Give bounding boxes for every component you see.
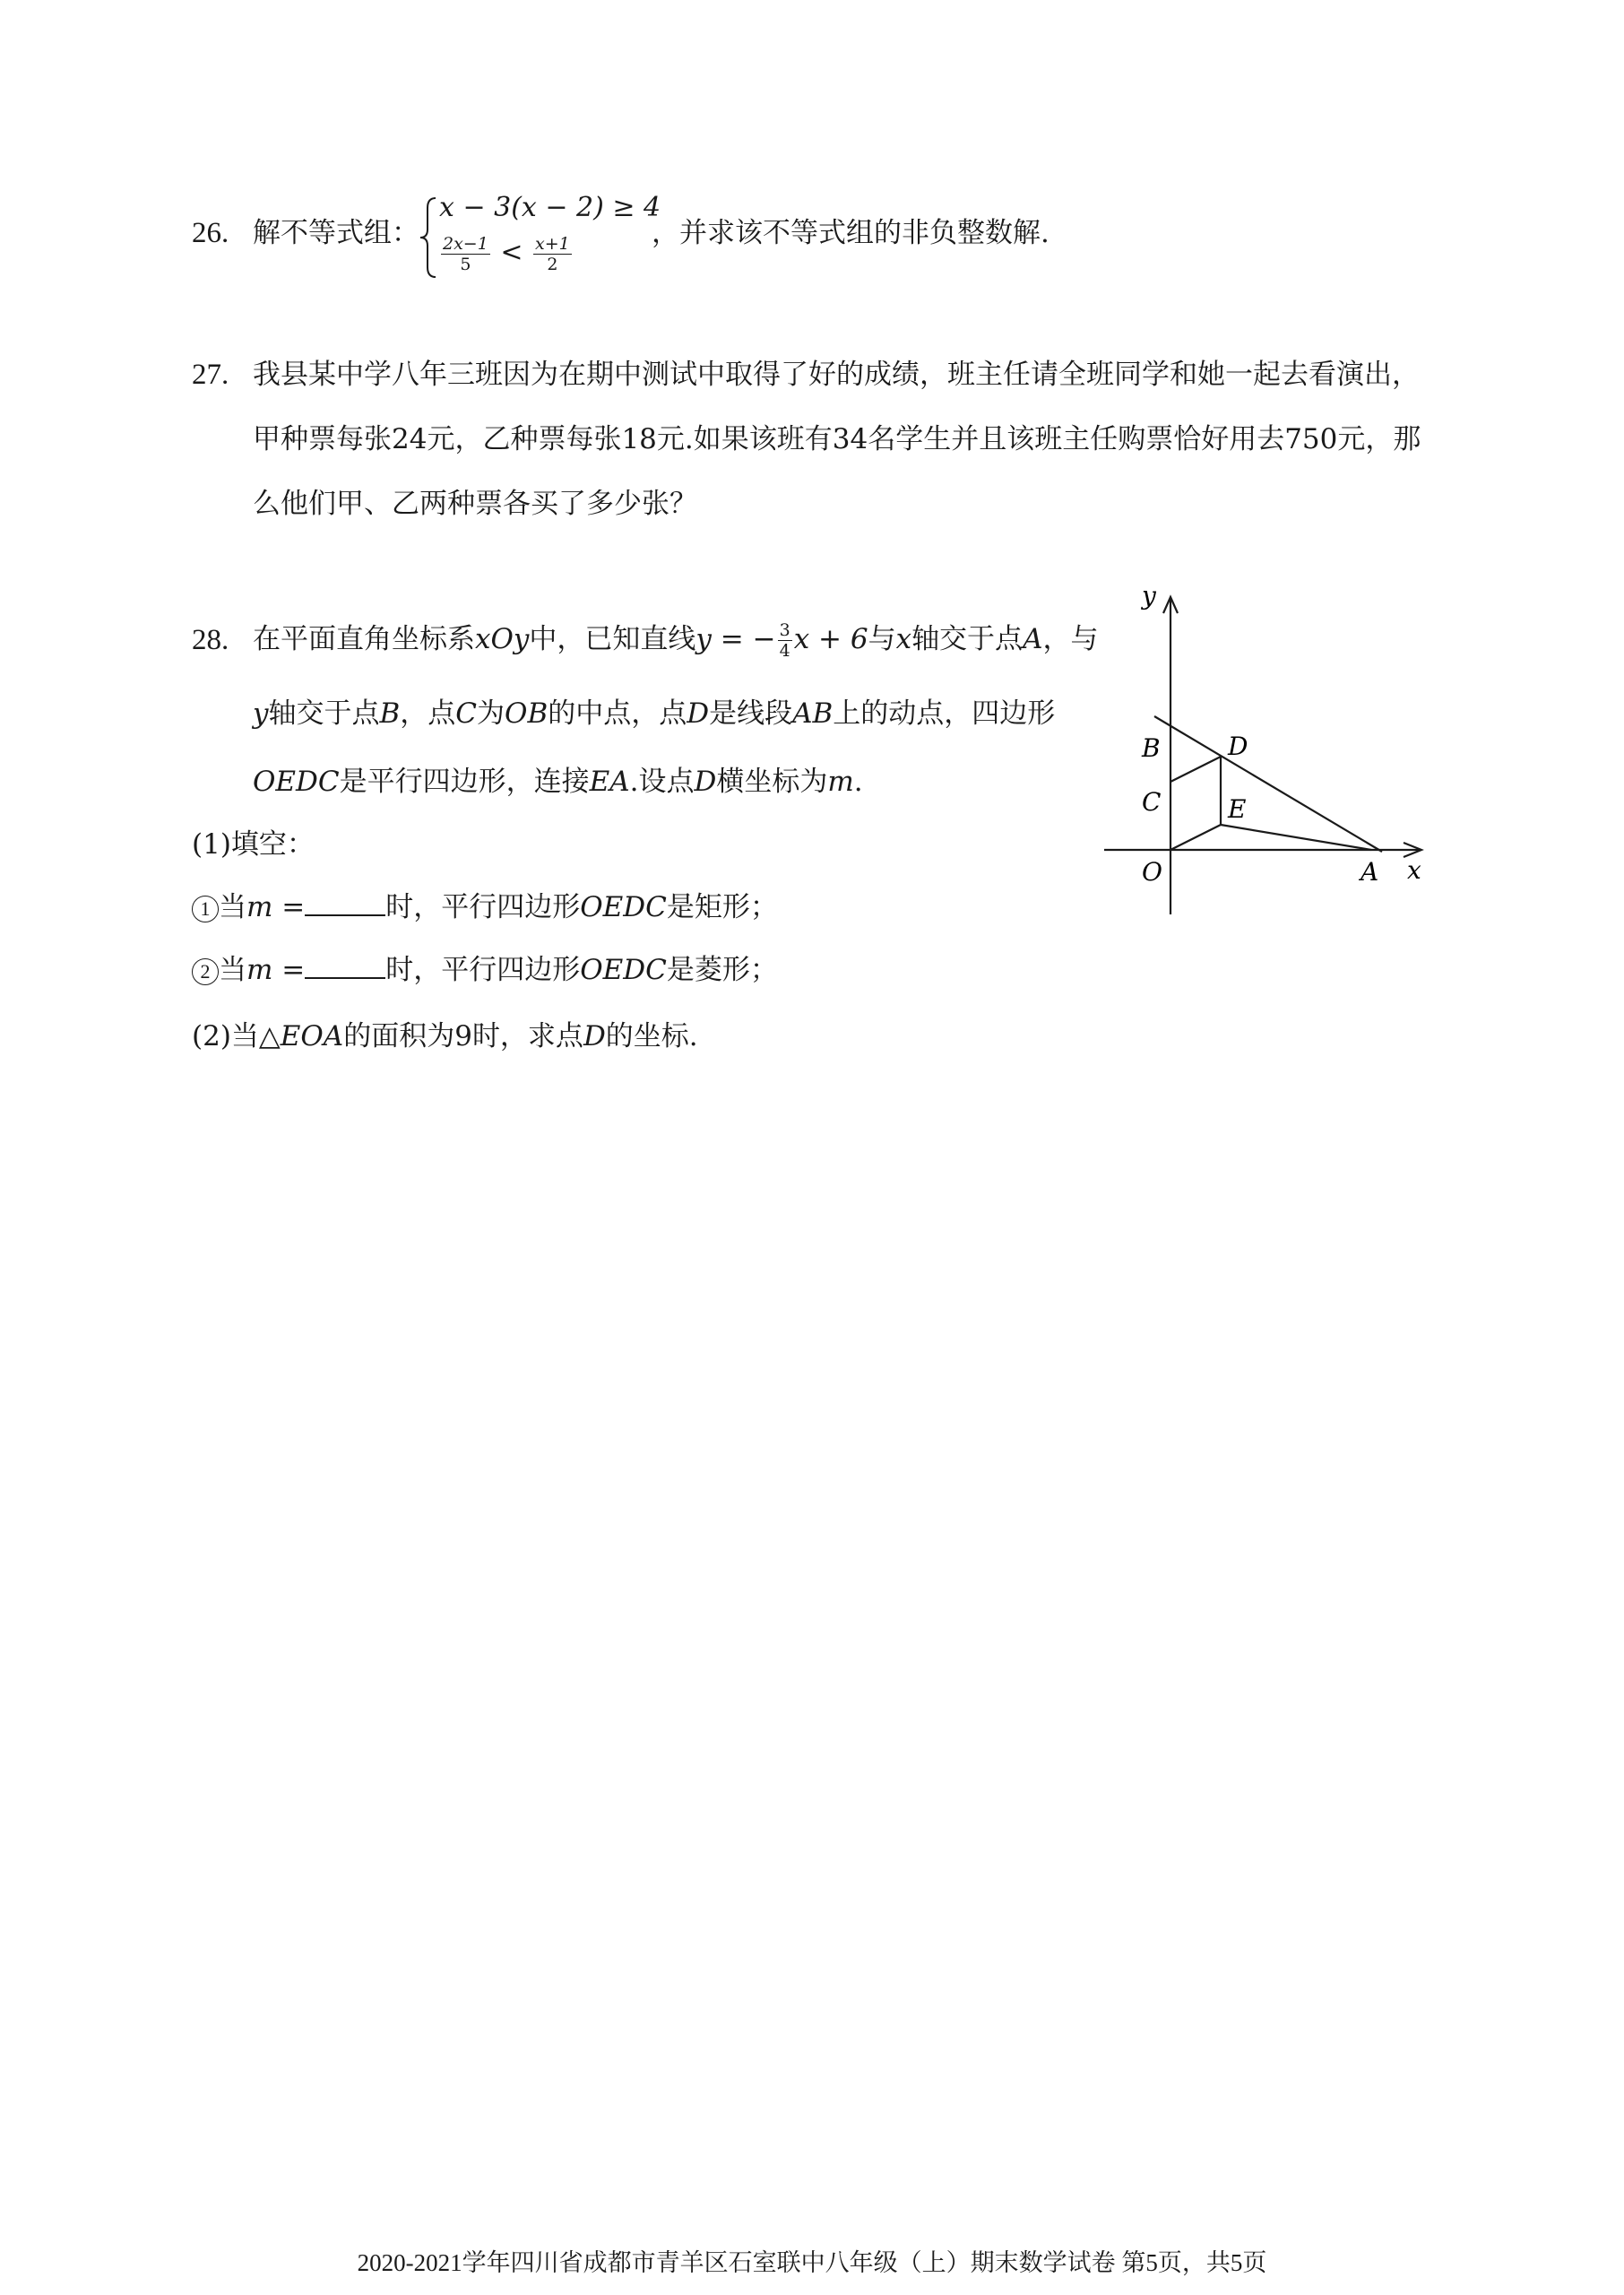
question-number: 26.: [192, 217, 229, 249]
part-1-heading: (1)填空：: [192, 828, 315, 861]
fraction-denominator: 2: [547, 254, 558, 274]
left-brace-icon: [418, 195, 439, 280]
label-o: O: [1142, 857, 1162, 887]
label-e: E: [1228, 794, 1247, 824]
question-line: 我县某中学八年三班因为在期中测试中取得了好的成绩，班主任请全班同学和她一起去看演出，: [253, 359, 1420, 391]
label-a: A: [1361, 857, 1379, 887]
question-line-1: 在平面直角坐标系xOy中，已知直线y = − $\frac{3}{4}$ x + 6与x轴交于点A，与: [253, 620, 1099, 661]
segment-ea: [1221, 825, 1371, 850]
coordinate-figure: [1102, 583, 1479, 923]
fraction-numerator: x+1: [535, 233, 570, 254]
question-line-3: OEDC是平行四边形，连接EA.设点D横坐标为m.: [253, 766, 863, 798]
segment-oe: [1170, 825, 1221, 850]
line-ab: [1154, 716, 1382, 852]
question-text: 解不等式组：: [253, 217, 419, 249]
label-b: B: [1142, 733, 1161, 763]
question-line: 甲种票每张24元，乙种票每张18元.如果该班有34名学生并且该班主任购票恰好用去750元，那: [253, 423, 1421, 455]
part-2-question: (2)当△EOA的面积为9时，求点D的坐标.: [192, 1020, 698, 1052]
page-footer: 2020-2021学年四川省成都市青羊区石室联中八年级（上）期末数学试卷 第5页，共5页: [357, 2249, 1267, 2276]
fraction-numerator: 3: [779, 620, 790, 640]
less-than-sign: <: [500, 237, 523, 268]
part-1-item-1: 1 当m = 时，平行四边形OEDC是矩形；: [192, 889, 778, 925]
answer-blank: [305, 889, 385, 916]
label-d: D: [1228, 732, 1248, 761]
circled-number: 2: [192, 958, 219, 985]
fraction-denominator: 4: [779, 641, 790, 661]
circled-number: 1: [192, 896, 219, 922]
question-number: 27.: [192, 359, 229, 391]
label-y: y: [1142, 583, 1156, 611]
label-c: C: [1142, 787, 1162, 817]
part-1-item-2: 2 当m = 时，平行四边形OEDC是菱形；: [192, 952, 778, 988]
question-line-2: y轴交于点B，点C为OB的中点，点D是线段AB上的动点，四边形: [253, 697, 1056, 730]
fraction-denominator: 5: [460, 254, 471, 274]
label-x: x: [1407, 855, 1421, 885]
answer-blank: [305, 952, 385, 979]
segment-dc: [1170, 757, 1221, 782]
inequality-1: x − 3(x − 2) ≥ 4: [439, 192, 661, 223]
question-text-suffix: ，并求该不等式组的非负整数解.: [652, 217, 1050, 249]
question-line: 么他们甲、乙两种票各买了多少张？: [253, 488, 697, 520]
question-number: 28.: [192, 624, 229, 656]
fraction-numerator: 2x−1: [443, 233, 488, 254]
inequality-2: [439, 226, 574, 280]
